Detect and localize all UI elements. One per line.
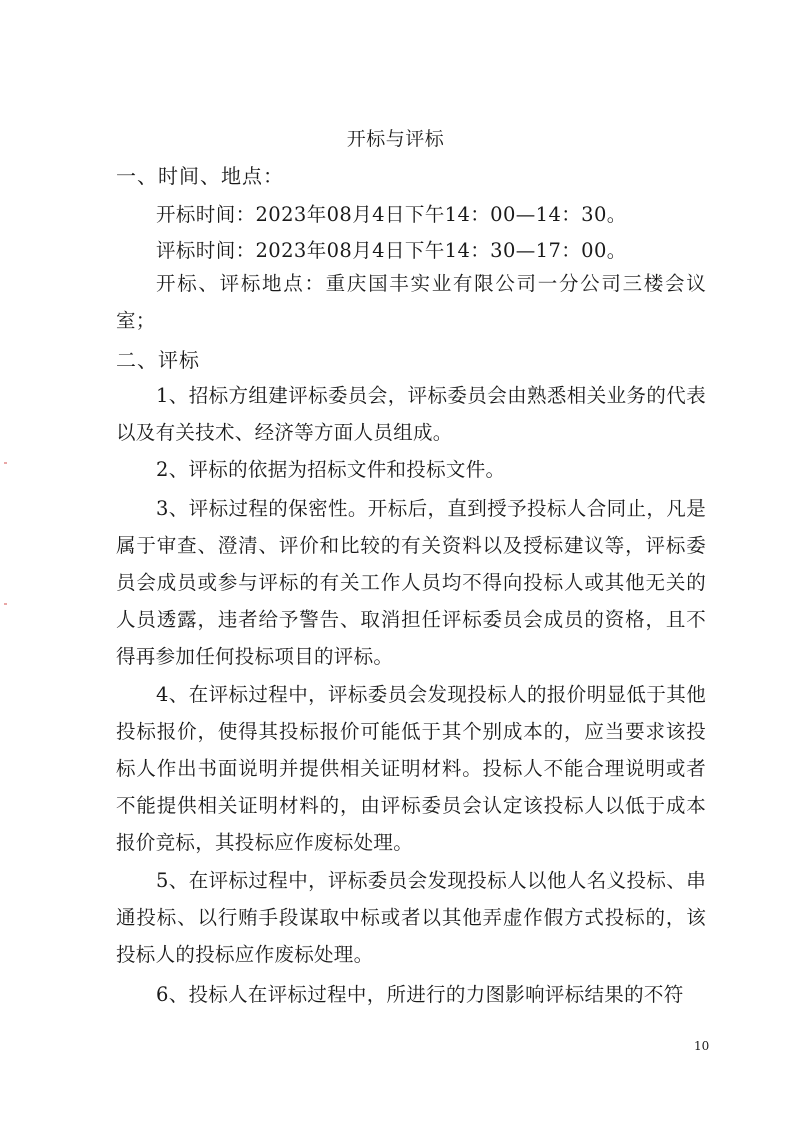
opening-time: 开标时间：2023年08月4日下午14：00—14：30。 — [156, 203, 627, 226]
evaluation-item-1: 1、招标方组建评标委员会，评标委员会由熟悉相关业务的代表以及有关技术、经济等方面人员组成。 — [116, 384, 706, 444]
location-paragraph: 开标、评标地点：重庆国丰实业有限公司一分公司三楼会议室； — [116, 272, 706, 332]
evaluation-item-2: 2、评标的依据为招标文件和投标文件。 — [156, 458, 506, 481]
evaluation-item-5: 5、在评标过程中，评标委员会发现投标人以他人名义投标、串通投标、以行贿手段谋取中标或者以其他弄虚作假方式投标的，该投标人的投标应作废标处理。 — [116, 869, 706, 966]
section-heading-evaluation: 二、评标 — [116, 348, 200, 372]
document-title: 开标与评标 — [346, 128, 445, 150]
evaluation-item-4: 4、在评标过程中，评标委员会发现投标人的报价明显低于其他投标报价，使得其投标报价可能低于其个别成本的，应当要求该投标人作出书面说明并提供相关证明材料。投标人不能合理说明或者不能提供相关证明材料的，由评标委员会认定该投标人以低于成本报价竞标，其投标应作废标处理。 — [116, 683, 706, 854]
section-heading-time-location: 一、时间、地点： — [116, 164, 284, 188]
edge-mark — [4, 462, 7, 464]
page-number: 10 — [694, 1039, 710, 1053]
edge-mark — [4, 603, 7, 605]
evaluation-item-6: 6、投标人在评标过程中，所进行的力图影响评标结果的不符 — [156, 983, 684, 1006]
evaluation-time: 评标时间：2023年08月4日下午14：30—17：00。 — [156, 239, 627, 262]
evaluation-item-3: 3、评标过程的保密性。开标后，直到授予投标人合同止，凡是属于审查、澄清、评价和比较的有关资料以及授标建议等，评标委员会成员或参与评标的有关工作人员均不得向投标人或其他无关的人员透露，违者给予警告、取消担任评标委员会成员的资格，且不得再参加任何投标项目的评标。 — [116, 497, 706, 668]
